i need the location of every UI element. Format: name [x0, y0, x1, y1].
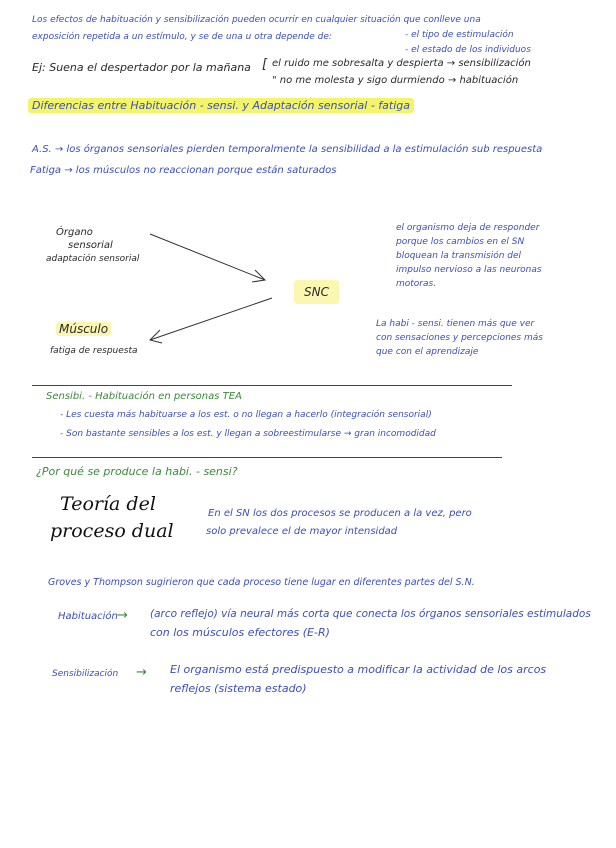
tea-item-2: - Son bastante sensibles a los est. y llegan a sobreestimularse → gran incomodidad — [60, 429, 436, 439]
organ-label-1: Órgano — [56, 227, 93, 238]
note1-line-4: impulso nervioso a las neuronas — [396, 265, 542, 275]
habituation-desc-2: con los músculos efectores (E-R) — [150, 626, 330, 639]
sensitization-desc-2: reflejos (sistema estado) — [170, 682, 307, 695]
heading-differences: Diferencias entre Habituación - sensi. y Adaptación sensorial - fatiga — [28, 98, 414, 113]
muscle-label: Músculo — [56, 322, 111, 336]
intro-line-2: exposición repetida a un estímulo, y se de una u otra depende de: — [32, 32, 332, 42]
divider-top — [32, 385, 512, 386]
sensitization-label: Sensibilización — [52, 669, 119, 679]
divider-bottom — [32, 457, 502, 458]
note2-line-2: con sensaciones y percepciones más — [376, 333, 543, 343]
response-fatigue-label: fatiga de respuesta — [50, 346, 138, 356]
sensory-adaptation-label: adaptación sensorial — [46, 254, 140, 264]
intro-condition-1: - el tipo de estimulación — [405, 30, 514, 40]
dual-process-desc-1: En el SN los dos procesos se producen a la vez, pero — [208, 508, 472, 519]
groves-thompson-line: Groves y Thompson sugirieron que cada proceso tiene lugar en diferentes partes del S.N. — [48, 577, 475, 588]
note1-line-3: bloquean la transmisión del — [396, 251, 522, 261]
note2-line-3: que con el aprendizaje — [376, 347, 479, 357]
organ-label-2: sensorial — [68, 240, 113, 251]
sensitization-arrow: → — [136, 665, 147, 680]
example-label: Ej: Suena el despertador por la mañana — [32, 61, 251, 74]
habituation-desc-1: (arco reflejo) vía neural más corta que conecta los órganos sensoriales estimulados — [150, 608, 591, 620]
adaptation-definition: A.S. → los órganos sensoriales pierden temporalmente la sensibilidad a la estimulación sub respuesta — [32, 144, 543, 155]
habituation-label: Habituación — [58, 611, 118, 622]
note1-line-5: motoras. — [396, 279, 437, 289]
tea-title: Sensibi. - Habituación en personas TEA — [46, 391, 242, 402]
dual-process-desc-2: solo prevalece el de mayor intensidad — [206, 526, 398, 537]
example-response-2: " no me molesta y sigo durmiendo → habituación — [272, 75, 519, 86]
example-bracket: [ — [262, 57, 268, 72]
habituation-arrow: → — [117, 608, 128, 623]
dual-process-title-1: Teoría del — [60, 493, 156, 515]
note1-line-1: el organismo deja de responder — [396, 223, 540, 233]
question-heading: ¿Por qué se produce la habi. - sensi? — [36, 465, 238, 478]
snc-node: SNC — [294, 280, 339, 304]
intro-line-1: Los efectos de habituación y sensibilización pueden ocurrir en cualquier situación que conlleve una — [32, 15, 481, 25]
tea-item-1: - Les cuesta más habituarse a los est. o no llegan a hacerlo (integración sensorial) — [60, 410, 432, 420]
note1-line-2: porque los cambios en el SN — [396, 237, 525, 247]
intro-condition-2: - el estado de los individuos — [405, 45, 531, 55]
sensitization-desc-1: El organismo está predispuesto a modificar la actividad de los arcos — [170, 663, 547, 676]
fatigue-definition: Fatiga → los músculos no reaccionan porque están saturados — [30, 165, 337, 176]
example-response-1: el ruido me sobresalta y despierta → sensibilización — [272, 58, 531, 69]
dual-process-title-2: proceso dual — [50, 520, 174, 542]
note2-line-1: La habi - sensi. tienen más que ver — [376, 319, 535, 329]
